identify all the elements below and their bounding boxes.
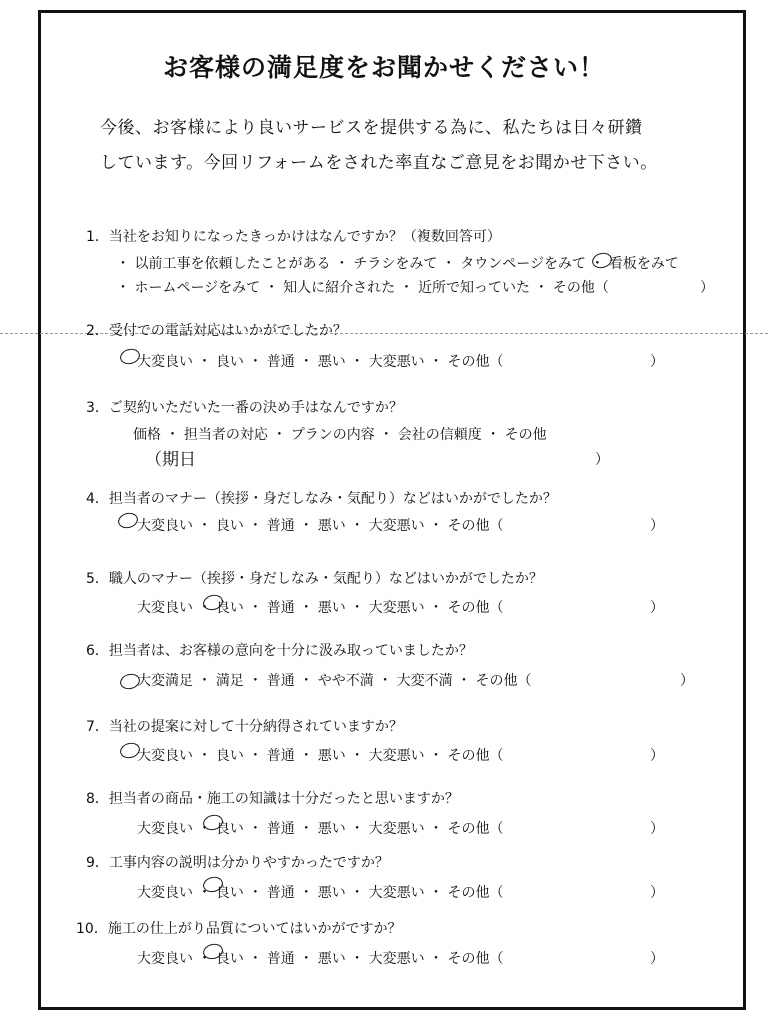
question-4-options: 大変良い ・ 良い ・ 普通 ・ 悪い ・ 大変悪い ・ その他（ — [137, 518, 504, 534]
question-9-close-bracket: ） — [650, 885, 664, 901]
question-10-close-bracket: ） — [650, 951, 664, 967]
page-title: お客様の満足度をお聞かせください！ — [162, 53, 605, 82]
question-7-options: 大変良い ・ 良い ・ 普通 ・ 悪い ・ 大変悪い ・ その他（ — [137, 748, 504, 764]
question-6-close-bracket: ） — [680, 673, 694, 689]
question-1-label: 1．当社をお知りになったきっかけはなんですか？（複数回答可） — [86, 229, 501, 245]
question-3-options: 価格 ・ 担当者の対応 ・ プランの内容 ・ 会社の信頼度 ・ その他 — [133, 427, 547, 443]
question-9-label: 9．工事内容の説明は分かりやすかったですか？ — [86, 855, 389, 871]
question-2-label: 2．受付での電話対応はいかがでしたか？ — [86, 323, 347, 339]
question-4-close-bracket: ） — [650, 518, 664, 534]
question-6-label: 6．担当者は、お客様の意向を十分に汲み取っていましたか？ — [86, 643, 473, 659]
question-3-handwritten-answer: （期日 — [145, 450, 196, 470]
question-8-options: 大変良い ・ 良い ・ 普通 ・ 悪い ・ 大変悪い ・ その他（ — [137, 821, 504, 837]
question-1-close-bracket: ） — [700, 280, 714, 296]
question-3-close-bracket: ） — [595, 452, 609, 468]
question-5-close-bracket: ） — [650, 600, 664, 616]
question-8-label: 8．担当者の商品・施工の知識は十分だったと思いますか？ — [86, 791, 459, 807]
question-1-options-row-1: ・ 以前工事を依頼したことがある ・ チラシをみて ・ タウンページをみて ・ 看板をみて — [116, 256, 679, 272]
question-7-label: 7．当社の提案に対して十分納得されていますか？ — [86, 719, 403, 735]
question-4-label: 4．担当者のマナー（挨拶・身だしなみ・気配り）などはいかがでしたか？ — [86, 491, 557, 507]
question-3-label: 3．ご契約いただいた一番の決め手はなんですか？ — [86, 400, 403, 416]
question-5-label: 5．職人のマナー（挨拶・身だしなみ・気配り）などはいかがでしたか？ — [86, 571, 543, 587]
intro-line-2: しています。今回リフォームをされた率直なご意見をお聞かせ下さい。 — [100, 153, 658, 173]
question-1-options-row-2: ・ ホームページをみて ・ 知人に紹介された ・ 近所で知っていた ・ その他（ — [116, 280, 609, 296]
question-6-options: 大変満足 ・ 満足 ・ 普通 ・ やや不満 ・ 大変不満 ・ その他（ — [137, 673, 532, 689]
question-5-options: 大変良い ・ 良い ・ 普通 ・ 悪い ・ 大変悪い ・ その他（ — [137, 600, 504, 616]
question-10-label: 10．施工の仕上がり品質についてはいかがですか？ — [76, 921, 402, 937]
question-7-close-bracket: ） — [650, 748, 664, 764]
question-8-close-bracket: ） — [650, 821, 664, 837]
question-10-options: 大変良い ・ 良い ・ 普通 ・ 悪い ・ 大変悪い ・ その他（ — [137, 951, 504, 967]
question-2-options: 大変良い ・ 良い ・ 普通 ・ 悪い ・ 大変悪い ・ その他（ — [137, 354, 504, 370]
question-9-options: 大変良い ・ 良い ・ 普通 ・ 悪い ・ 大変悪い ・ その他（ — [137, 885, 504, 901]
intro-line-1: 今後、お客様により良いサービスを提供する為に、私たちは日々研鑽 — [100, 118, 643, 138]
question-2-close-bracket: ） — [650, 354, 664, 370]
